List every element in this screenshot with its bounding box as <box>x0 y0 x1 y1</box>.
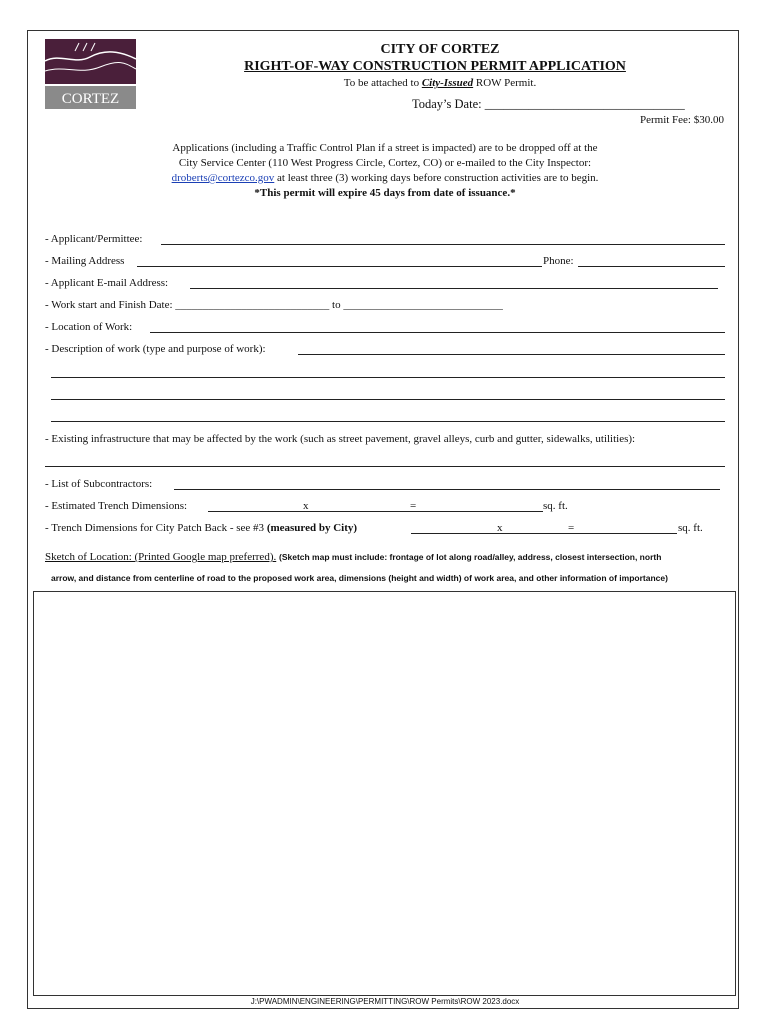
form-title: RIGHT-OF-WAY CONSTRUCTION PERMIT APPLICATION <box>244 59 626 74</box>
sketch-heading: Sketch of Location: (Printed Google map preferred). (Sketch map must include: frontage of lot along road/alley, address, closest intersection, north <box>45 551 662 563</box>
patch-x: x <box>497 522 503 534</box>
infrastructure-label: - Existing infrastructure that may be affected by the work (such as street pavement, gravel alleys, curb and gutter, sidewalks, utilities): <box>45 433 636 445</box>
info-line-2: City Service Center (110 West Progress Circle, Cortez, CO) or e-mailed to the City Inspector: <box>178 157 592 169</box>
patch-label: - Trench Dimensions for City Patch Back - see #3 (measured by City) <box>45 522 358 534</box>
email-label: - Applicant E-mail Address: <box>45 277 169 289</box>
description-label: - Description of work (type and purpose of work): <box>45 343 266 355</box>
todays-date-field[interactable]: Today’s Date: ________________________________ <box>412 97 685 111</box>
sketch-area[interactable] <box>33 591 736 996</box>
location-label: - Location of Work: <box>45 321 133 333</box>
permit-fee: Permit Fee: $30.00 <box>639 114 724 126</box>
applicant-input[interactable] <box>161 244 725 245</box>
description-input-3[interactable] <box>51 399 725 400</box>
email-input[interactable] <box>190 288 718 289</box>
trench-sqft: sq. ft. <box>543 500 568 512</box>
infrastructure-input[interactable] <box>45 466 725 467</box>
trench-input[interactable] <box>208 511 543 512</box>
trench-x: x <box>303 500 309 512</box>
work-dates-field[interactable]: - Work start and Finish Date: ____________________________ to _____________________________ <box>45 299 503 311</box>
patch-sqft: sq. ft. <box>678 522 703 534</box>
subcontractors-input[interactable] <box>174 489 720 490</box>
location-input[interactable] <box>150 332 725 333</box>
applicant-label: - Applicant/Permittee: <box>45 233 143 245</box>
description-input-2[interactable] <box>51 377 725 378</box>
phone-label: Phone: <box>543 255 574 267</box>
description-input-4[interactable] <box>51 421 725 422</box>
description-input-1[interactable] <box>298 354 725 355</box>
logo-text: CORTEZ <box>61 91 120 107</box>
trench-eq: = <box>410 500 417 512</box>
phone-input[interactable] <box>578 266 725 267</box>
attached-note: To be attached to City-Issued ROW Permit. <box>343 77 537 89</box>
mailing-input[interactable] <box>137 266 542 267</box>
mailing-label: - Mailing Address <box>45 255 125 267</box>
expire-note: *This permit will expire 45 days from date of issuance.* <box>254 187 516 199</box>
city-heading: CITY OF CORTEZ <box>380 42 500 57</box>
sketch-note: arrow, and distance from centerline of road to the proposed work area, dimensions (height and width) of work area, and other information of importance) <box>51 573 668 583</box>
trench-label: - Estimated Trench Dimensions: <box>45 500 188 512</box>
info-line-3: droberts@cortezco.gov at least three (3) working days before construction activities are to begin. <box>171 172 599 184</box>
inspector-email-link[interactable]: droberts@cortezco.gov <box>171 172 275 184</box>
cortez-logo <box>45 39 136 109</box>
patch-input[interactable] <box>411 533 677 534</box>
patch-eq: = <box>568 522 575 534</box>
subcontractors-label: - List of Subcontractors: <box>45 478 153 490</box>
info-line-1: Applications (including a Traffic Control Plan if a street is impacted) are to be dropped off at the <box>172 142 598 154</box>
footer-path: J:\PWADMIN\ENGINEERING\PERMITTING\ROW Permits\ROW 2023.docx <box>250 997 520 1006</box>
